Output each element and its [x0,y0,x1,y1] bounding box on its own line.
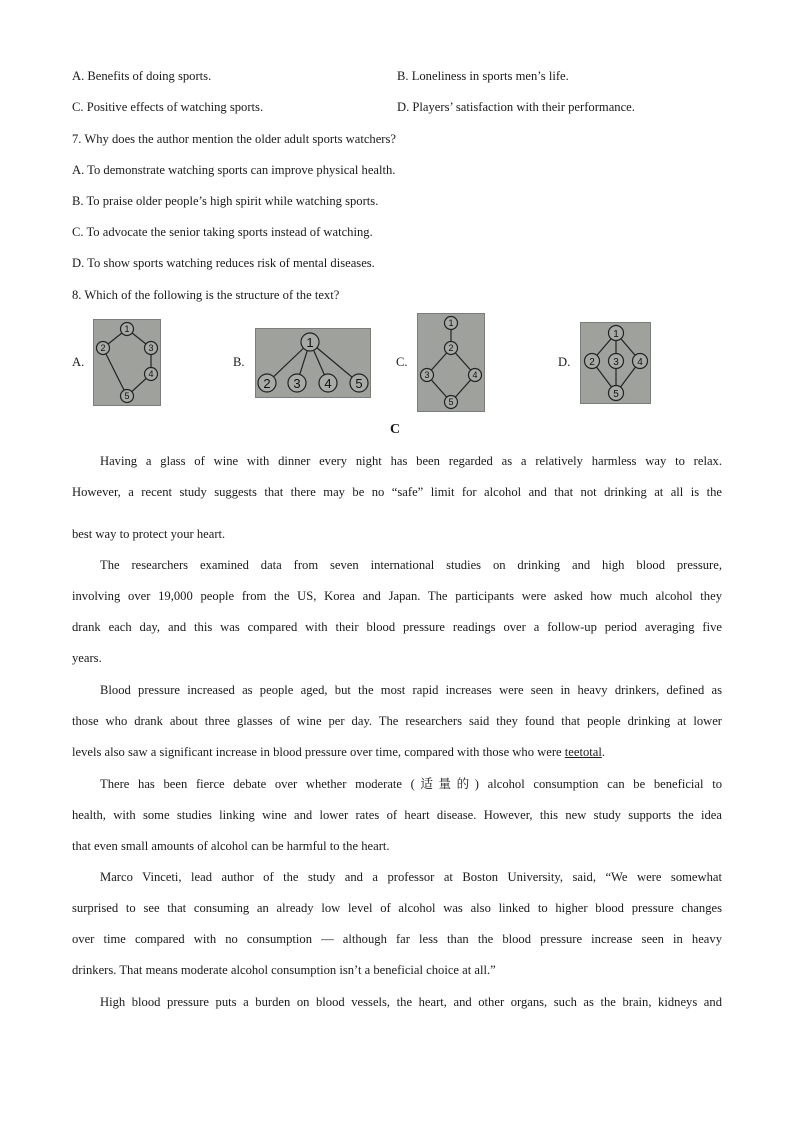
text-line: surprised to see that consuming an already low level of alcohol was also linked to higher blood pressure changes [72,901,722,915]
structure-diagram-b [255,328,371,398]
node-5: 5 [355,376,363,391]
text-line: drinkers. That means moderate alcohol consumption isn’t a beneficial choice at all.” [72,963,496,977]
q7-option-c: C. To advocate the senior taking sports instead of watching. [72,225,373,239]
text-line: years. [72,651,102,665]
node-3: 3 [148,343,154,353]
q6-option-d: D. Players’ satisfaction with their performance. [397,100,635,114]
section-heading: C [390,422,401,437]
node-4: 4 [148,369,154,379]
node-2: 2 [263,376,271,391]
text-line: over time compared with no consumption — although far less than the blood pressure increase seen in heavy [72,932,722,946]
q6-option-b: B. Loneliness in sports men’s life. [397,69,569,83]
paragraph-2 [72,557,722,681]
paragraph-6 [72,994,722,1025]
node-1: 1 [124,324,130,334]
text-line: Marco Vinceti, lead author of the study and a professor at Boston University, said, “We were somewhat [100,870,722,884]
structure-diagram-d [580,322,651,404]
text-line: best way to protect your heart. [72,527,226,541]
node-5: 5 [124,391,130,401]
q8-question: 8. Which of the following is the structure of the text? [72,288,340,302]
node-1: 1 [613,329,619,340]
underlined-word: teetotal [564,745,602,759]
structure-diagram-c [417,313,485,412]
q8-label-c: C. [396,355,408,369]
node-2: 2 [448,343,454,353]
q7-option-b: B. To praise older people’s high spirit while watching sports. [72,194,379,208]
text-line: involving over 19,000 people from the US, Korea and Japan. The participants were asked how much alcohol they [72,589,722,603]
node-4: 4 [472,370,478,380]
text-line: those who drank about three glasses of wine per day. The researchers said they found that people drinking at lower [72,714,722,728]
node-1: 1 [306,335,314,350]
node-2: 2 [100,343,106,353]
q7-option-d: D. To show sports watching reduces risk of mental diseases. [72,256,375,270]
q8-label-b: B. [233,355,245,369]
node-3: 3 [424,370,430,380]
structure-diagram-a [93,319,161,406]
text-span: levels also saw a significant increase in blood pressure over time, compared with those who were [72,745,565,759]
text-line [72,744,722,775]
q7-question: 7. Why does the author mention the older adult sports watchers? [72,132,396,146]
node-3: 3 [293,376,301,391]
text-line: that even small amounts of alcohol can be harmful to the heart. [72,839,390,853]
text-line: However, a recent study suggests that there may be no “safe” limit for alcohol and that not drinking at all is the [72,485,722,499]
q8-label-d: D. [558,355,571,369]
node-4: 4 [637,357,643,368]
q8-label-a: A. [72,355,85,369]
node-5: 5 [448,397,454,407]
paragraph-1 [72,453,722,557]
node-2: 2 [589,357,595,368]
paragraph-4 [72,776,722,869]
node-5: 5 [613,389,619,400]
text-line: There has been fierce debate over whether moderate (适量的) alcohol consumption can be beneficial to [100,777,722,791]
node-3: 3 [613,357,619,368]
q7-option-a: A. To demonstrate watching sports can improve physical health. [72,163,396,177]
text-line: Having a glass of wine with dinner every night has been regarded as a relatively harmless way to relax. [100,454,722,468]
node-4: 4 [324,376,332,391]
text-line: High blood pressure puts a burden on blood vessels, the heart, and other organs, such as the brain, kidneys and [100,995,722,1009]
paragraph-3 [72,682,722,775]
text-line: Blood pressure increased as people aged, but the most rapid increases were seen in heavy drinkers, defined as [100,683,722,697]
q6-option-c: C. Positive effects of watching sports. [72,100,264,114]
text-line: The researchers examined data from seven international studies on drinking and high blood pressure, [100,558,722,572]
paragraph-5 [72,869,722,993]
text-line: health, with some studies linking wine and lower rates of heart disease. However, this new study supports the idea [72,808,722,822]
text-span: . [601,745,605,759]
q6-option-a: A. Benefits of doing sports. [72,69,212,83]
text-line: drank each day, and this was compared with their blood pressure readings over a follow-up period averaging five [72,620,722,634]
node-1: 1 [448,318,454,328]
